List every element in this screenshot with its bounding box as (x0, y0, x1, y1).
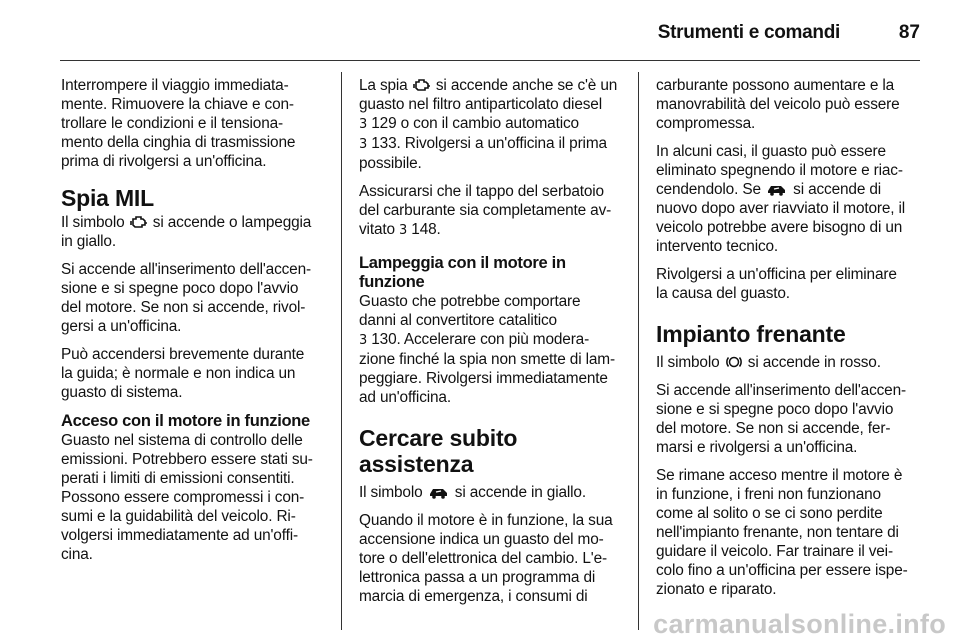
column-3 (656, 76, 918, 608)
fuel-cap-paragraph: Assicurarsi che il tappo del serbatoio del carburante sia completamente av- vitato 3 148. (359, 183, 612, 238)
intro-paragraph: Interrompere il viaggio immediata- mente. Rimuovere la chiave e con- trollare le condizioni e il tensiona- mento della cinghia di trasmissione prima di rivolgersi a un'officina. (61, 77, 296, 170)
mil-paragraph-2: Si accende all'inserimento dell'accen- sione e si spegne poco dopo l'avvio del motore. Se non si accende, rivol- gersi a un'officina. (61, 261, 311, 335)
assistenza-paragraph-4: Rivolgersi a un'officina per eliminare la causa del guasto. (656, 266, 897, 302)
column-divider (341, 72, 342, 630)
dpf-paragraph: La spia si accende anche se c'è un guasto nel filtro antiparticolato diesel 3 129 o con il cambio automatico 3 133. Rivolgersi a un'officina il prima possibile. (359, 77, 618, 172)
brake-paragraph-2: Si accende all'inserimento dell'accen- sione e si spegne poco dopo l'avvio del motore. Se non si accende, fer- marsi e rivolgersi a un'officina. (656, 382, 906, 456)
acceso-paragraph: Guasto nel sistema di controllo delle emissioni. Potrebbero essere stati su- perati i limiti di emissioni consentiti. Possono essere compromessi i con- sumi e la guidabilità del veicolo. Ri- volgersi immediatamente ad un'offi- cina. (61, 432, 313, 563)
column-divider (638, 72, 639, 630)
heading-assistenza: Cercare subito assistenza (359, 425, 518, 477)
page-header (60, 0, 920, 61)
assistenza-paragraph-3: In alcuni casi, il guasto può essere eliminato spegnendo il motore e riac- cendendolo. Se si accende di nuovo dopo aver riavviato il motore, il veicolo potrebbe avere bisogno di un intervento tecnico. (656, 143, 906, 255)
mil-paragraph-1: Il simbolo si accende o lampeggia in giallo. (61, 214, 312, 250)
assistenza-continued: carburante possono aumentare e la manovrabilità del veicolo può essere compromessa. (656, 77, 900, 132)
cross-reference-icon: 3 (359, 333, 368, 348)
heading-lampeggia: Lampeggia con il motore in funzione (359, 254, 566, 291)
page-number: 87 (898, 22, 920, 43)
brake-paragraph-3: Se rimane acceso mentre il motore è in funzione, i freni non funzionano come al solito o se ci sono perdite nell'impianto frenante, non tentare di guidare il veicolo. Far trainare il vei- colo fino a un'officina per essere ispe- zionato e riparato. (656, 467, 908, 598)
cross-reference-icon: 3 (359, 117, 368, 132)
assistenza-paragraph-1: Il simbolo si accende in giallo. (359, 484, 586, 501)
column-2 (359, 76, 621, 615)
heading-acceso: Acceso con il motore in funzione (61, 412, 310, 430)
watermark: carmanualsonline.info (653, 609, 946, 639)
cross-reference-icon: 3 (359, 137, 368, 152)
brake-paragraph-1: Il simbolo si accende in rosso. (656, 354, 881, 371)
heading-spia-mil: Spia MIL (61, 185, 154, 211)
section-title: Strumenti e comandi (657, 22, 840, 43)
column-1 (61, 76, 323, 573)
brake-warning-icon (725, 355, 743, 369)
cross-reference-icon: 3 (399, 223, 408, 238)
car-wrench-icon (428, 485, 450, 499)
engine-check-icon (130, 215, 148, 229)
heading-impianto-frenante: Impianto frenante (656, 321, 846, 347)
mil-paragraph-3: Può accendersi brevemente durante la guida; è normale e non indica un guasto di sistema. (61, 346, 305, 401)
car-wrench-icon (766, 182, 788, 196)
lampeggia-paragraph: Guasto che potrebbe comportare danni al convertitore catalitico 3 130. Accelerare con più modera- zione finché la spia non smette di lam- peggiare. Rivolgersi immediatamente ad un'officina. (359, 293, 615, 406)
engine-check-icon (413, 78, 431, 92)
assistenza-paragraph-2: Quando il motore è in funzione, la sua accensione indica un guasto del mo- tore o dell'elettronica del cambio. L'e- lettronica passa a un programma di marcia di emergenza, i consumi di (359, 512, 613, 605)
